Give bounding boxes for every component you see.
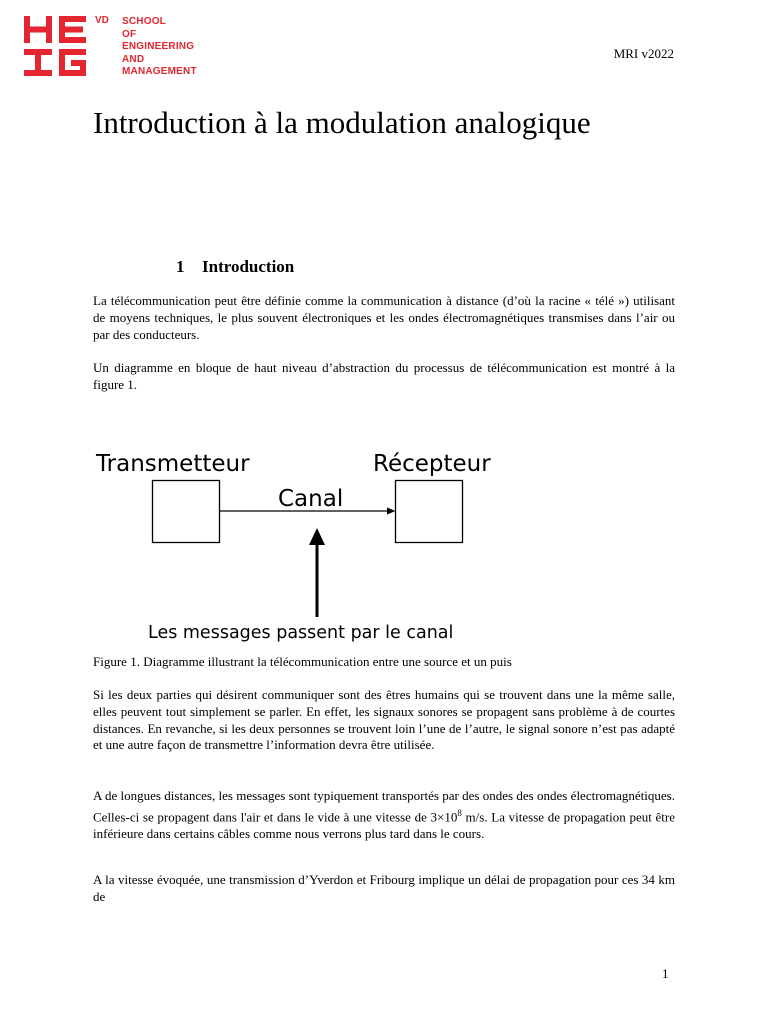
paragraph-definition: La télécommunication peut être définie comme la communication à distance (d’où la racine « télé ») utilisant de moyens techniques, le plus souvent électroniques et les ondes électromagnétiques transmises dans l’air ou par des conducteurs. <box>93 293 675 342</box>
heig-logo-icon <box>24 16 90 76</box>
section-title: Introduction <box>202 257 295 276</box>
logo-line: MANAGEMENT <box>122 66 197 77</box>
exponent: 8 <box>457 807 462 818</box>
paragraph-text: m/s. La vitesse de propagation peut être inférieure dans certains câbles comme nous verrons plus tard dans le cours. <box>93 809 675 841</box>
section-number: 1 <box>176 257 185 276</box>
receiver-label: Récepteur <box>373 451 491 477</box>
paragraph-text: A de longues distances, les messages sont typiquement transportés par des ondes des ondes électromagnétiques. Celles-ci se propagent dans l'air et dans le vide à une vitesse de 3×10 <box>93 788 675 825</box>
heig-vd-logo <box>24 16 214 78</box>
channel-arrow-head <box>387 508 396 515</box>
paragraph-diagram-intro: Un diagramme en bloque de haut niveau d’abstraction du processus de télécommunication est montré à la figure 1. <box>93 360 675 392</box>
logo-line: AND <box>122 53 145 65</box>
channel-label: Canal <box>278 486 344 512</box>
paragraph-electromagnetic <box>93 788 675 843</box>
messages-label: Les messages passent par le canal <box>148 623 454 643</box>
page-number: 1 <box>662 966 669 981</box>
transmitter-box <box>153 481 220 543</box>
logo-line: OF <box>122 28 137 40</box>
figure-diagram <box>93 445 513 650</box>
section-heading <box>176 257 294 277</box>
paragraph-sound: Si les deux parties qui désirent communiquer sont des êtres humains qui se trouvent dans une la même salle, elles peuvent tout simplement se parler. En effet, les signaux sonores se propagent sans problème à de courtes distances. En revanche, si les deux personnes se trouvent loin l’une de l’autre, le signal sonore n’est pas adapté et une autre façon de transmettre l’information devra être utilisée. <box>93 687 675 753</box>
message-arrow-head <box>309 528 325 545</box>
receiver-box <box>396 481 463 543</box>
logo-vd-label: VD <box>95 15 109 26</box>
document-version: MRI v2022 <box>613 46 674 61</box>
figure-caption: Figure 1. Diagramme illustrant la télécommunication entre une source et un puis <box>93 654 512 669</box>
logo-line: SCHOOL <box>122 16 166 27</box>
document-title: Introduction à la modulation analogique <box>93 105 591 140</box>
paragraph-propagation-delay: A la vitesse évoquée, une transmission d’Yverdon et Fribourg implique un délai de propagation pour ces 34 km de <box>93 872 675 904</box>
logo-line: ENGINEERING <box>122 41 195 52</box>
logo-school-name <box>122 16 197 79</box>
transmitter-label: Transmetteur <box>96 451 250 477</box>
